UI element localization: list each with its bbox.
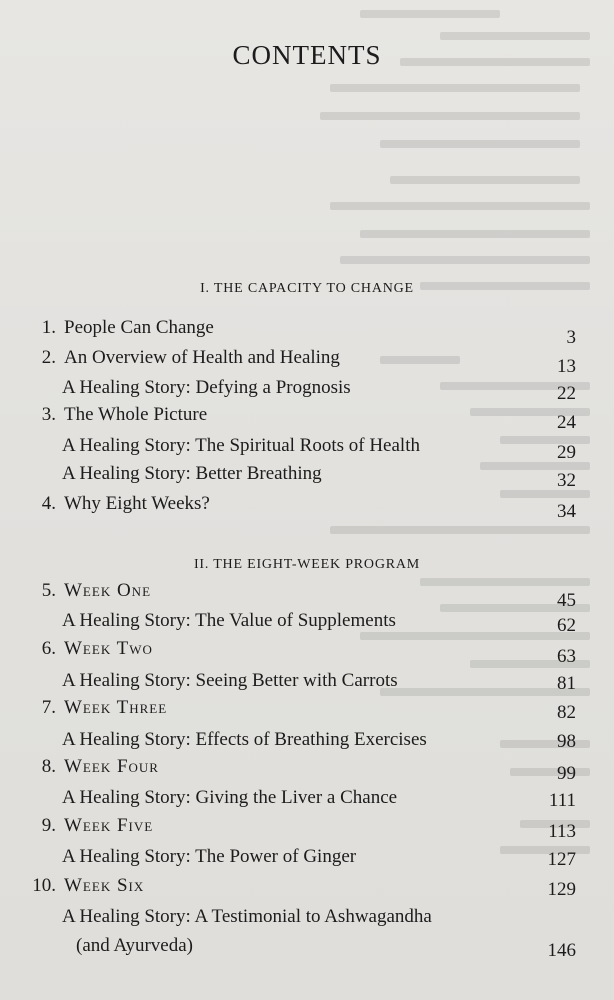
toc-entry-story[interactable] [0,846,614,872]
story-title: A Healing Story: The Spiritual Roots of Health [62,435,420,456]
toc-entry-chapter[interactable] [0,404,614,433]
page-number: 29 [557,442,576,463]
chapter-title: Why Eight Weeks? [64,493,210,514]
story-title: A Healing Story: The Power of Ginger [62,846,357,867]
chapter-number: 6. [41,638,56,659]
story-title: A Healing Story: Effects of Breathing Exercises [62,729,427,750]
toc-entry-chapter[interactable] [0,815,614,841]
page-number: 45 [557,590,576,611]
toc-entry-chapter[interactable] [0,347,614,377]
toc-entry-chapter[interactable] [0,638,614,667]
contents-title: CONTENTS [232,40,382,70]
page-number: 146 [547,940,576,961]
chapter-title: Week Six [64,875,145,896]
toc-entry-story[interactable] [0,729,614,755]
story-title: A Healing Story: A Testimonial to Ashwagandha [62,906,432,927]
toc-entry-continuation[interactable] [0,935,614,961]
page-number: 24 [557,412,576,433]
page-number: 113 [548,821,576,842]
page-number: 82 [557,702,576,723]
story-title: A Healing Story: Giving the Liver a Chance [62,787,398,808]
chapter-title: Week Four [64,756,159,777]
page-number: 127 [547,849,576,870]
page-number: 111 [548,790,576,811]
page-number: 13 [557,356,576,377]
chapter-title: Week Two [64,638,153,659]
toc-entry-chapter[interactable] [0,317,614,348]
story-title: A Healing Story: Defying a Prognosis [62,377,351,398]
toc-entry-story[interactable] [0,610,614,636]
chapter-number: 2. [41,347,56,368]
page-number: 63 [557,646,576,667]
toc-entry-chapter[interactable] [0,875,614,901]
part-heading: I. THE CAPACITY TO CHANGE [200,281,414,296]
chapter-number: 4. [41,493,56,514]
story-title: A Healing Story: Seeing Better with Carrots [62,670,398,691]
chapter-title: Week Three [64,697,168,718]
chapter-number: 1. [41,317,56,338]
chapter-title: An Overview of Health and Healing [64,347,340,368]
toc-entry-story[interactable] [0,906,614,932]
chapter-number: 10. [32,875,56,896]
chapter-number: 7. [41,697,56,718]
chapter-title: Week Five [64,815,154,836]
page-number: 22 [557,383,576,404]
page-number: 129 [547,879,576,900]
chapter-number: 9. [41,815,56,836]
page-number: 3 [566,327,576,348]
page-number: 34 [557,501,576,522]
page-number: 32 [557,470,576,491]
chapter-number: 3. [41,404,56,425]
chapter-title: Week One [64,580,152,601]
toc-entry-chapter[interactable] [0,580,614,611]
story-title-continuation: (and Ayurveda) [76,935,193,956]
toc-entry-story[interactable] [0,435,614,461]
story-title: A Healing Story: Better Breathing [62,463,322,484]
chapter-title: The Whole Picture [64,404,208,425]
toc-entry-story[interactable] [0,377,614,403]
page-number: 99 [557,763,576,784]
toc-entry-chapter[interactable] [0,493,614,522]
toc-entry-chapter[interactable] [0,756,614,782]
page-number: 62 [557,615,576,636]
story-title: A Healing Story: The Value of Supplements [62,610,396,631]
chapter-number: 8. [41,756,56,777]
toc-entry-story[interactable] [0,787,614,813]
chapter-title: People Can Change [64,317,214,338]
part-heading: II. THE EIGHT-WEEK PROGRAM [193,557,421,572]
page-number: 81 [557,673,576,694]
page-number: 98 [557,731,576,752]
toc-entry-story[interactable] [0,670,614,696]
chapter-number: 5. [41,580,56,601]
toc-entry-story[interactable] [0,463,614,489]
toc-entry-chapter[interactable] [0,697,614,723]
